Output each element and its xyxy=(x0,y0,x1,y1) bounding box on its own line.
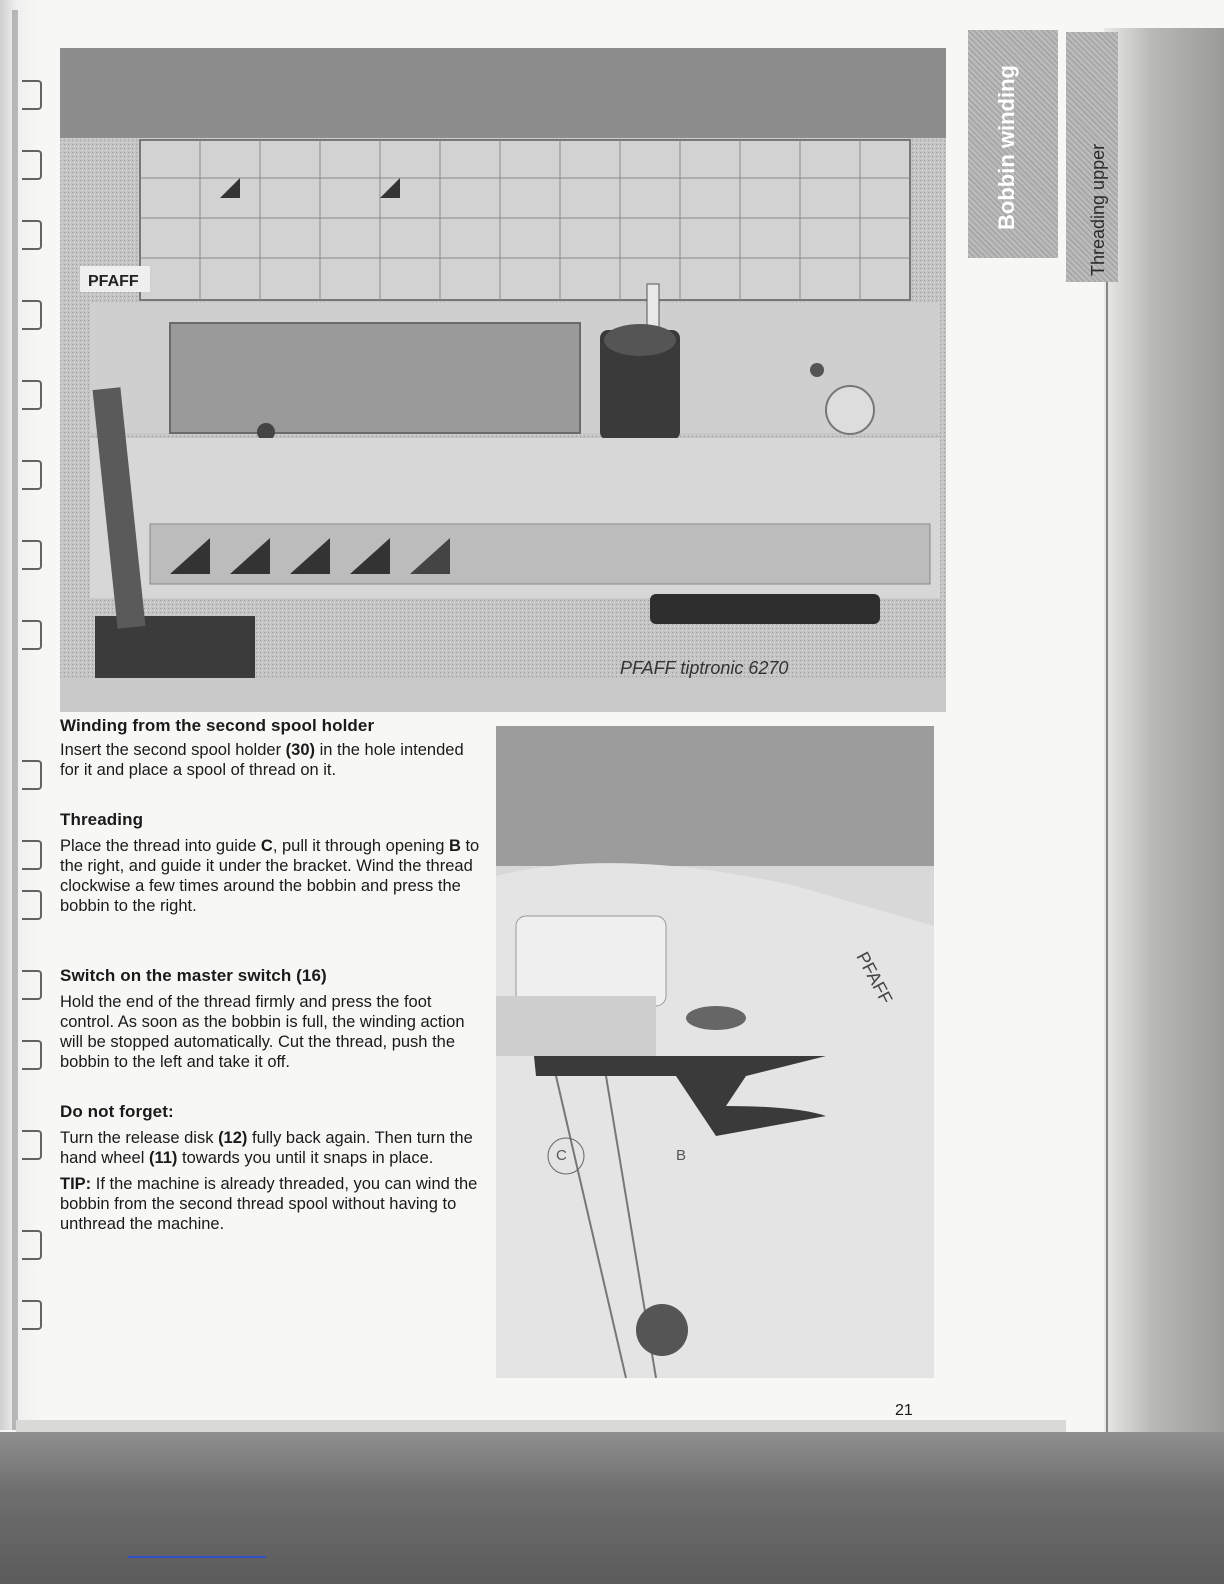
spiral-binding xyxy=(0,0,40,1430)
text-run: fully back again. Then turn the hand wheel xyxy=(60,1129,473,1167)
binding-ring xyxy=(22,890,42,920)
machine-brand-label: PFAFF xyxy=(852,948,897,1008)
binding-ring xyxy=(22,840,42,870)
machine-model-label: PFAFF tiptronic 6270 xyxy=(620,658,789,678)
binding-ring xyxy=(22,380,42,410)
binding-ring xyxy=(22,1230,42,1260)
photo-thread-guide xyxy=(496,726,934,1378)
binding-ring xyxy=(22,1040,42,1070)
binding-ring xyxy=(22,220,42,250)
section-threading xyxy=(54,810,484,916)
binding-ring xyxy=(22,760,42,790)
part-reference: (30) xyxy=(285,741,315,759)
photo-machine-top xyxy=(60,48,946,712)
text-run: towards you until it snaps in place. xyxy=(177,1149,434,1167)
binding-ring xyxy=(22,620,42,650)
binding-ring xyxy=(22,80,42,110)
opening-b-label: B xyxy=(676,1147,687,1164)
chapter-tab-label: Threading upper xyxy=(1088,143,1108,276)
thread-guide-illustration xyxy=(496,726,934,1378)
section-master-switch xyxy=(54,966,484,1072)
guide-c-label: C xyxy=(556,1147,567,1164)
text-run: , pull it through opening xyxy=(272,837,449,855)
binding-ring xyxy=(22,150,42,180)
paragraph-tip xyxy=(60,1174,484,1234)
page-bottom-edge xyxy=(16,1420,1066,1432)
binding-edge xyxy=(12,10,18,1430)
text-run: Insert the second spool holder xyxy=(60,741,286,759)
blue-underline-mark xyxy=(128,1556,266,1558)
paragraph-master-switch: Hold the end of the thread firmly and press the foot control. As soon as the bobbin is full, the winding action will be stopped automatically. Cut the thread, push the bobbin to the left and take it off. xyxy=(60,993,465,1071)
part-reference: (12) xyxy=(218,1129,248,1147)
binding-ring xyxy=(22,540,42,570)
paragraph-winding xyxy=(60,740,484,780)
machine-top-illustration xyxy=(60,48,946,712)
heading-do-not-forget: Do not forget: xyxy=(60,1102,174,1121)
desk-background xyxy=(0,1432,1224,1584)
text-run: If the machine is already threaded, you can wind the bobbin from the second thread spool without having to unthread the machine. xyxy=(60,1175,478,1233)
binding-ring xyxy=(22,460,42,490)
chapter-tab-label: Bobbin winding xyxy=(994,65,1019,230)
binding-ring xyxy=(22,970,42,1000)
lid-brand-label: PFAFF xyxy=(88,273,139,290)
page-number: 21 xyxy=(895,1402,913,1419)
chapter-tab-bobbin-winding[interactable] xyxy=(968,30,1058,258)
page-stack xyxy=(1104,28,1224,1468)
binding-ring xyxy=(22,1300,42,1330)
text-run: Turn the release disk xyxy=(60,1129,219,1147)
chapter-tab-threading[interactable] xyxy=(1066,32,1118,282)
paragraph-do-not-forget xyxy=(60,1128,484,1168)
text-run: to the right, and guide it under the bracket. Wind the thread clockwise a few times around the bobbin and press the bobbin to the right. xyxy=(60,837,480,915)
section-do-not-forget xyxy=(54,1102,484,1234)
opening-b-reference: B xyxy=(448,837,461,855)
part-reference: (11) xyxy=(149,1149,178,1167)
section-winding xyxy=(54,716,484,780)
binding-ring xyxy=(22,1130,42,1160)
tip-label: TIP: xyxy=(60,1175,92,1193)
heading-master-switch: Switch on the master switch (16) xyxy=(60,966,327,985)
heading-winding: Winding from the second spool holder xyxy=(60,716,375,735)
guide-c-reference: C xyxy=(260,837,273,855)
text-run: Place the thread into guide xyxy=(60,837,261,855)
paragraph-threading xyxy=(60,836,484,916)
binding-ring xyxy=(22,300,42,330)
text-run: in the hole intended for it and place a spool of thread on it. xyxy=(60,741,464,779)
heading-threading: Threading xyxy=(60,810,144,829)
